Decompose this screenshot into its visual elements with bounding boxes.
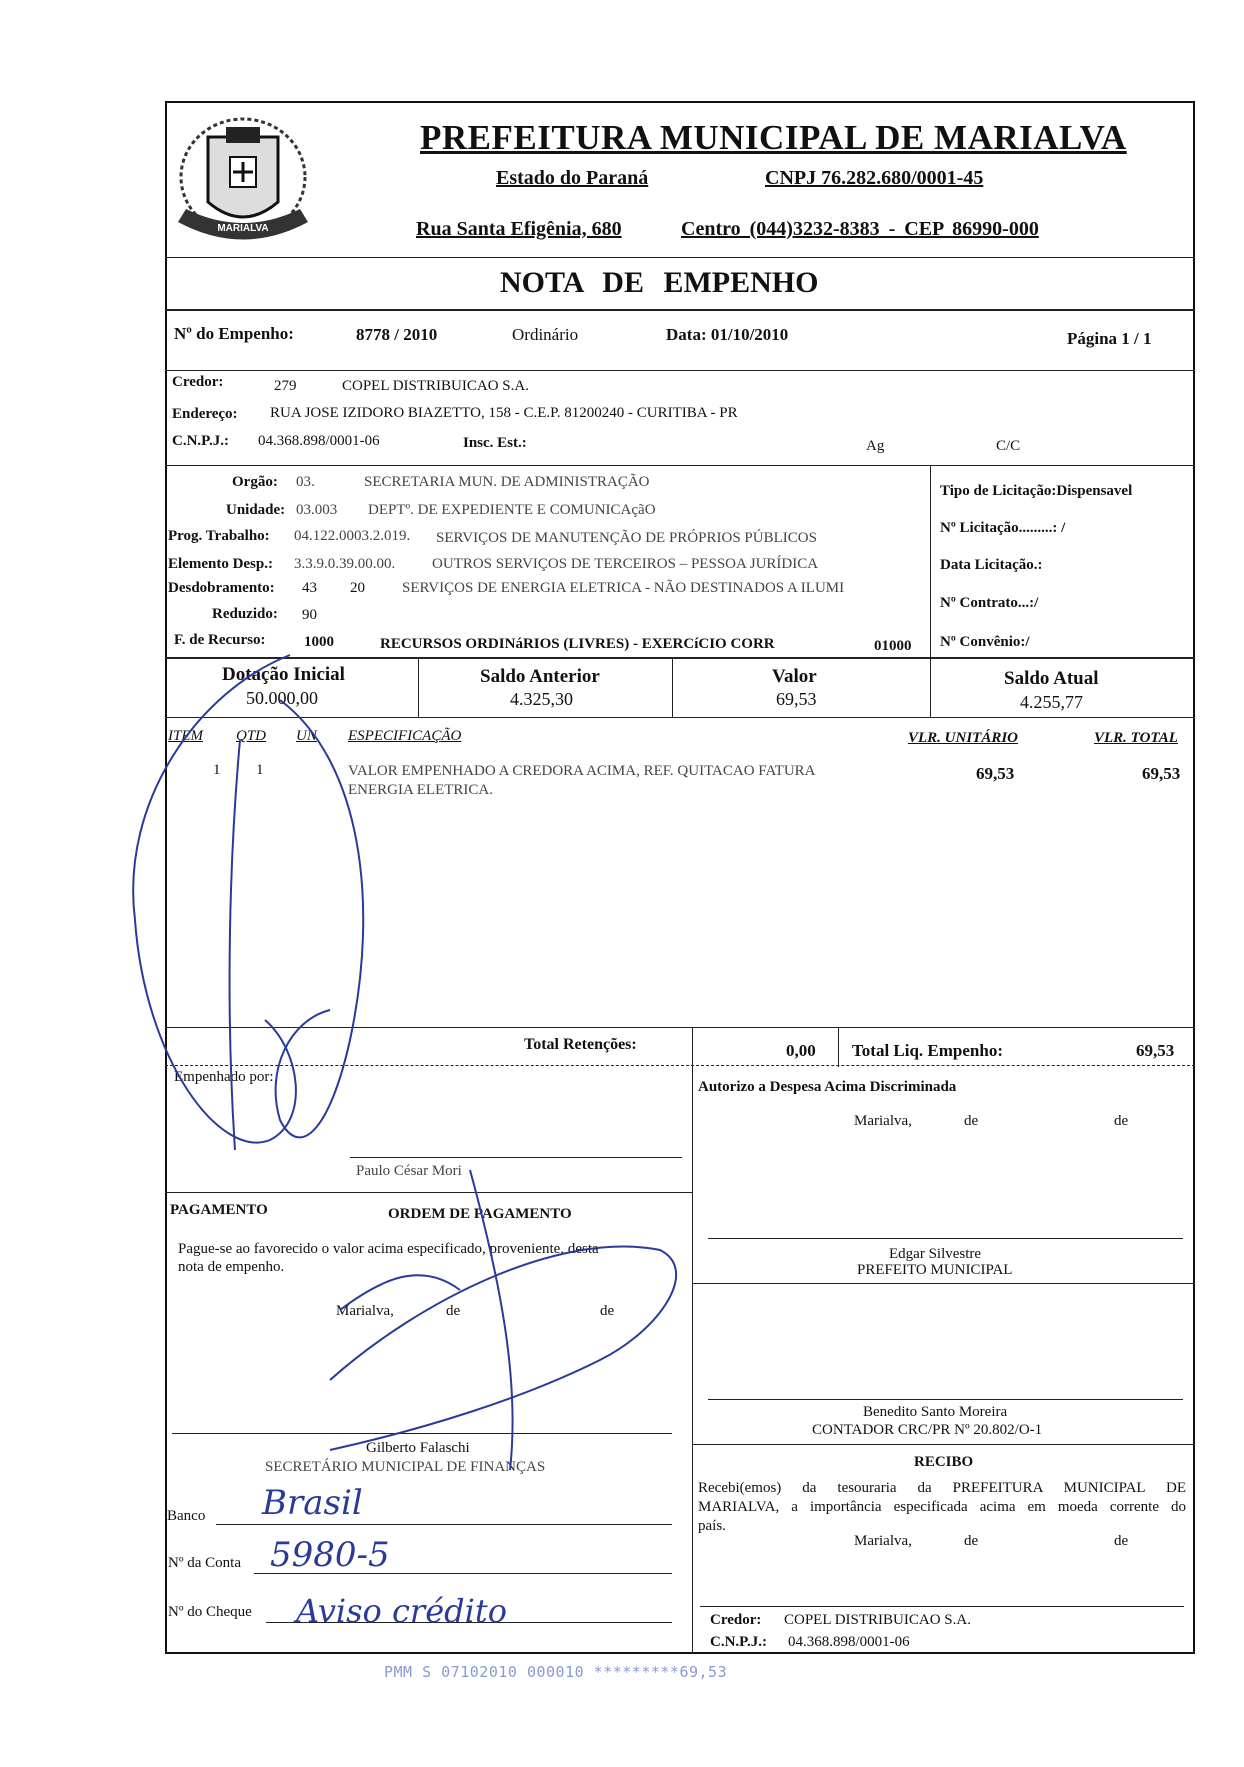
unidade-name: DEPTº. DE EXPEDIENTE E COMUNICAçãO [368, 502, 656, 518]
credor-label: Credor: [172, 374, 224, 390]
orgao-code: 03. [296, 474, 315, 490]
empenho-date: Data: 01/10/2010 [666, 325, 789, 344]
elemento-code: 3.3.9.0.39.00.00. [294, 556, 396, 572]
cc-label: C/C [996, 438, 1021, 454]
col-vlr-unitario: VLR. UNITÁRIO [908, 730, 1019, 746]
valor-label: Valor [772, 666, 817, 687]
fonte-name: RECURSOS ORDINáRIOS (LIVRES) - EXERCíCIO CORR [380, 636, 775, 652]
conta-label: Nº da Conta [168, 1555, 241, 1571]
empenhado-por-label: Empenhado por: [174, 1069, 274, 1085]
fonte-code: 1000 [304, 634, 334, 650]
total-retencoes-value: 0,00 [786, 1041, 816, 1060]
elemento-name: OUTROS SERVIÇOS DE TERCEIROS – PESSOA JURÍDICA [432, 556, 819, 572]
empenhado-por-name: Paulo César Mori [356, 1163, 462, 1179]
recibo-text-line3: país. [698, 1518, 726, 1534]
numero-licitacao: Nº Licitação.........: / [940, 520, 1066, 536]
recibo-de1: de [964, 1533, 979, 1549]
address-details: Centro (044)3232-8383 - CEP 86990-000 [681, 218, 1039, 240]
dotacao-label: Dotação Inicial [222, 664, 345, 685]
unidade-label: Unidade: [226, 502, 286, 518]
contador-title: CONTADOR CRC/PR Nº 20.802/O-1 [812, 1422, 1043, 1438]
item-unit-value: 69,53 [976, 764, 1015, 783]
dotacao-value: 50.000,00 [246, 688, 318, 708]
desdobramento-name: SERVIÇOS DE ENERGIA ELETRICA - NÃO DESTINADOS A ILUMI [402, 580, 845, 596]
total-liquido-label: Total Liq. Empenho: [852, 1041, 1003, 1060]
secretario-title: SECRETÁRIO MUNICIPAL DE FINANÇAS [265, 1459, 546, 1475]
ordem-pagamento-heading: ORDEM DE PAGAMENTO [388, 1206, 572, 1222]
numero-convenio: Nº Convênio:/ [940, 634, 1030, 650]
recibo-cnpj-label: C.N.P.J.: [710, 1634, 767, 1650]
municipality-cnpj: CNPJ 76.282.680/0001-45 [765, 167, 984, 189]
banco-label: Banco [167, 1508, 206, 1524]
empenho-number-label: Nº do Empenho: [174, 324, 294, 343]
recibo-text-line2: MARIALVA, a importância especificada acima em moeda corrente do [698, 1499, 1186, 1515]
desdobramento-label: Desdobramento: [168, 580, 275, 596]
handwritten-banco: Brasil [262, 1483, 363, 1523]
fonte-number: 01000 [874, 638, 912, 654]
municipality-title: PREFEITURA MUNICIPAL DE MARIALVA [420, 118, 1127, 157]
autorizo-text: Autorizo a Despesa Acima Discriminada [698, 1079, 957, 1095]
total-liquido-value: 69,53 [1136, 1041, 1175, 1060]
endereco-label: Endereço: [172, 406, 238, 422]
recibo-heading: RECIBO [914, 1454, 974, 1470]
item-description-line2: ENERGIA ELETRICA. [348, 782, 493, 798]
total-retencoes-label: Total Retenções: [524, 1036, 637, 1053]
prefeito-name: Edgar Silvestre [889, 1246, 982, 1262]
prog-name: SERVIÇOS DE MANUTENÇÃO DE PRÓPRIOS PÚBLICOS [436, 530, 817, 546]
orgao-label: Orgão: [232, 474, 278, 490]
reduzido-code: 90 [302, 607, 317, 623]
reduzido-label: Reduzido: [212, 606, 278, 622]
autorizo-de2: de [1114, 1113, 1129, 1129]
ordem-de1: de [446, 1303, 461, 1319]
street-address: Rua Santa Efigênia, 680 [416, 218, 622, 240]
saldo-anterior-label: Saldo Anterior [480, 666, 600, 687]
col-vlr-total: VLR. TOTAL [1094, 730, 1178, 746]
autorizo-de1: de [964, 1113, 979, 1129]
saldo-anterior-value: 4.325,30 [510, 689, 573, 709]
empenho-number: 8778 / 2010 [356, 325, 438, 344]
ordem-marialva: Marialva, [336, 1303, 394, 1319]
secretario-name: Gilberto Falaschi [366, 1440, 470, 1456]
recibo-text-line1: Recebi(emos) da tesouraria da PREFEITURA MUNICIPAL DE [698, 1480, 1186, 1496]
recibo-de2: de [1114, 1533, 1129, 1549]
col-especificacao: ESPECIFICAÇÃO [348, 728, 462, 744]
elemento-label: Elemento Desp.: [168, 556, 273, 572]
numero-contrato: Nº Contrato...:/ [940, 595, 1039, 611]
handwritten-conta: 5980-5 [270, 1535, 390, 1575]
pague-se-line1: Pague-se ao favorecido o valor acima especificado, proveniente, desta [178, 1241, 599, 1257]
item-description-line1: VALOR EMPENHADO A CREDORA ACIMA, REF. QUITACAO FATURA [348, 763, 816, 779]
cnpj-label: C.N.P.J.: [172, 433, 229, 449]
svg-text:MARIALVA: MARIALVA [217, 223, 269, 234]
prog-label: Prog. Trabalho: [168, 528, 270, 544]
autorizo-marialva: Marialva, [854, 1113, 912, 1129]
item-qtd: 1 [256, 762, 264, 778]
contador-name: Benedito Santo Moreira [863, 1404, 1008, 1420]
tipo-licitacao: Tipo de Licitação:Dispensavel [940, 483, 1133, 499]
pague-se-line2: nota de empenho. [178, 1259, 285, 1275]
pagamento-heading: PAGAMENTO [170, 1202, 268, 1218]
col-item: ITEM [168, 728, 203, 744]
ag-label: Ag [866, 438, 885, 454]
recibo-credor-name: COPEL DISTRIBUICAO S.A. [784, 1612, 971, 1628]
saldo-atual-value: 4.255,77 [1020, 692, 1083, 712]
desdobramento-code2: 20 [350, 580, 365, 596]
col-qtd: QTD [236, 728, 267, 744]
credor-cnpj: 04.368.898/0001-06 [258, 433, 380, 449]
handwritten-cheque: Aviso crédito [296, 1592, 507, 1630]
valor-value: 69,53 [776, 689, 817, 709]
col-un: UN [296, 728, 317, 744]
recibo-marialva: Marialva, [854, 1533, 912, 1549]
recibo-credor-label: Credor: [710, 1612, 762, 1628]
recibo-cnpj-value: 04.368.898/0001-06 [788, 1634, 910, 1650]
item-number: 1 [213, 762, 221, 778]
desdobramento-code1: 43 [302, 580, 317, 596]
fonte-label: F. de Recurso: [174, 632, 266, 648]
cheque-label: Nº do Cheque [168, 1604, 252, 1620]
credor-name: COPEL DISTRIBUICAO S.A. [342, 378, 529, 394]
credor-code: 279 [274, 378, 297, 394]
saldo-atual-label: Saldo Atual [1004, 668, 1099, 689]
data-licitacao: Data Licitação.: [940, 557, 1043, 573]
mechanical-stamp: PMM S 07102010 000010 *********69,53 [384, 1663, 728, 1681]
unidade-code: 03.003 [296, 502, 338, 518]
state-name: Estado do Paraná [496, 167, 649, 189]
insc-est-label: Insc. Est.: [463, 435, 527, 451]
prefeito-title: PREFEITO MUNICIPAL [857, 1262, 1013, 1278]
page-number: Página 1 / 1 [1067, 329, 1152, 348]
prog-code: 04.122.0003.2.019. [294, 528, 411, 544]
document-title: NOTA DE EMPENHO [500, 266, 819, 299]
ordem-de2: de [600, 1303, 615, 1319]
item-total-value: 69,53 [1142, 764, 1181, 783]
orgao-name: SECRETARIA MUN. DE ADMINISTRAÇÃO [364, 474, 650, 490]
empenho-type: Ordinário [512, 325, 579, 344]
credor-address: RUA JOSE IZIDORO BIAZETTO, 158 - C.E.P. 81200240 - CURITIBA - PR [270, 405, 738, 421]
